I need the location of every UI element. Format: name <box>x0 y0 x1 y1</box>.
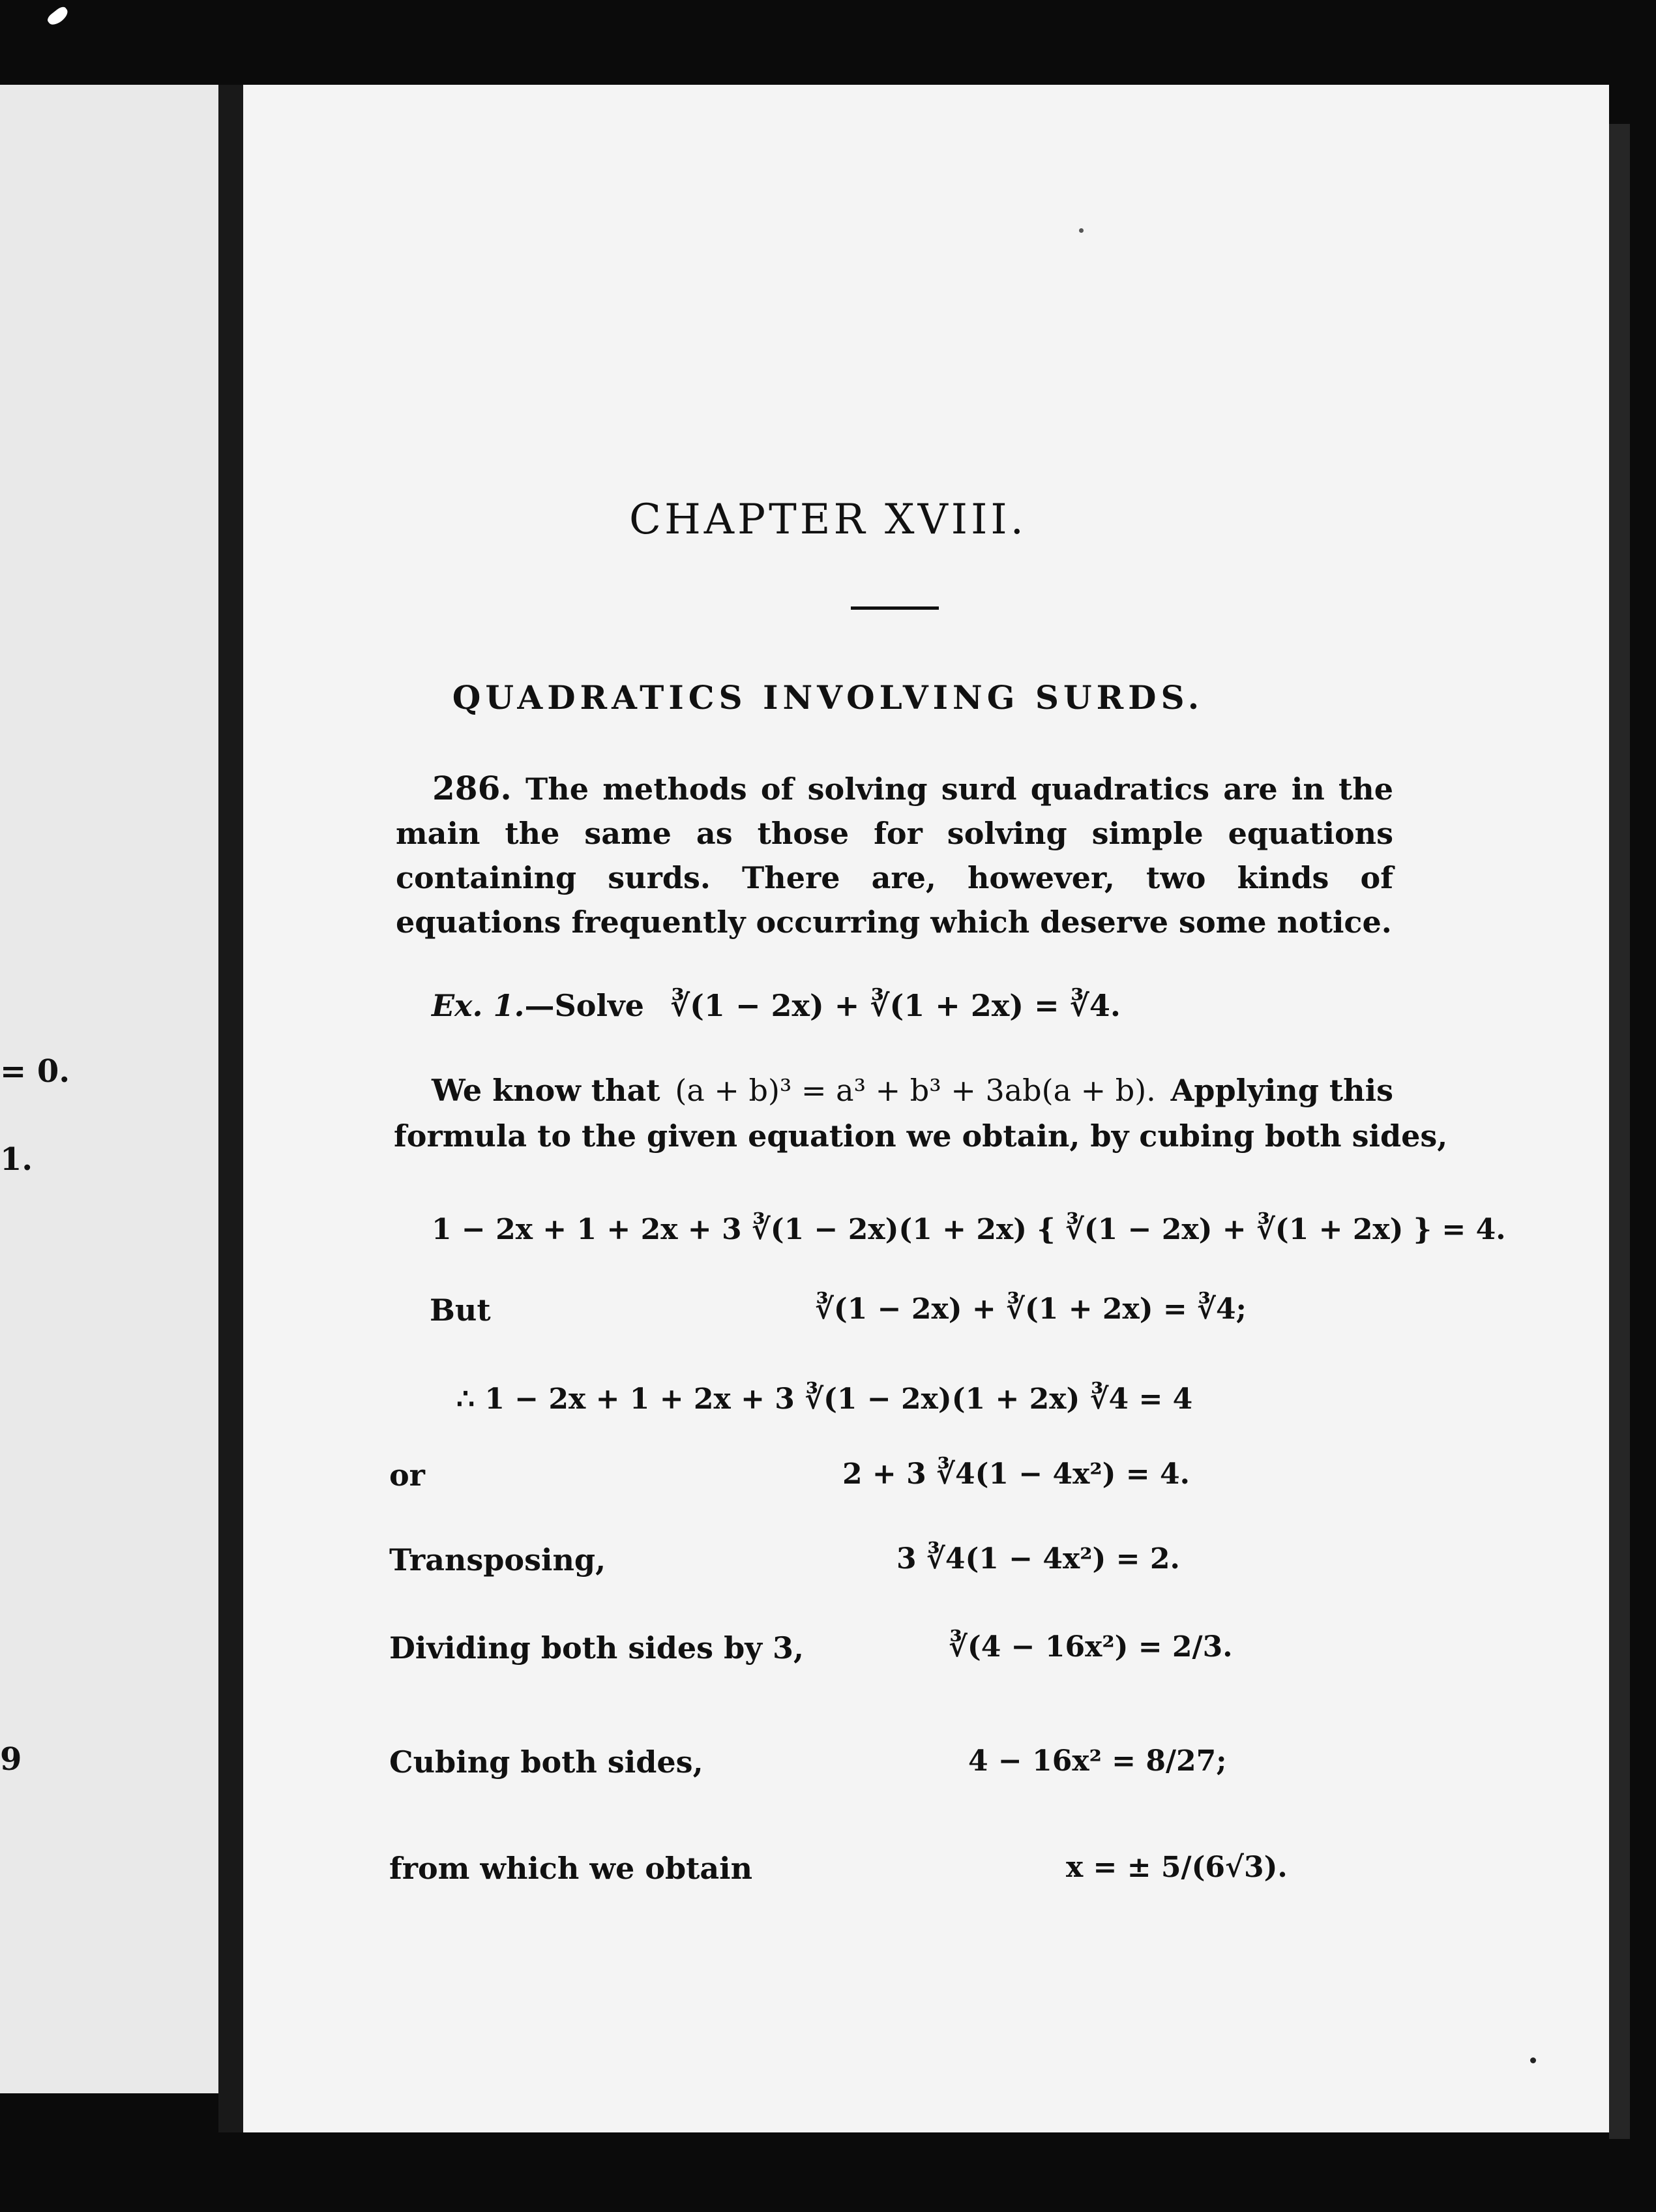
scan-mark <box>46 5 70 27</box>
identity-line-2: formula to the given equation we obtain, by cubing both sides, <box>394 1118 1448 1154</box>
right-page <box>243 85 1609 2132</box>
example-equation: ∛(1 − 2x) + ∛(1 + 2x) = ∛4. <box>670 988 1121 1023</box>
step-label: Dividing both sides by 3, <box>389 1630 805 1666</box>
step-equation: x = ± 5/(6√3). <box>1066 1851 1288 1884</box>
article-number: 286. <box>432 769 512 807</box>
step-equation: 4 − 16x² = 8/27; <box>968 1744 1227 1778</box>
step-label: Transposing, <box>389 1542 606 1577</box>
page-edge <box>1609 124 1630 2139</box>
step-label: from which we obtain <box>389 1851 753 1886</box>
example-label: Ex. 1. <box>432 988 525 1023</box>
step-label: But <box>430 1293 491 1328</box>
chapter-title: QUADRATICS INVOLVING SURDS. <box>452 678 1204 717</box>
page-gutter <box>218 85 243 2132</box>
step-equation: ∛(1 − 2x) + ∛(1 + 2x) = ∛4; <box>815 1293 1247 1326</box>
left-page-fragment: 9 <box>0 1741 22 1778</box>
left-page <box>0 85 218 2093</box>
identity-lead: We know that <box>432 1073 660 1108</box>
speck <box>1530 2057 1536 2063</box>
title-rule <box>851 606 939 610</box>
step-equation: ∴ 1 − 2x + 1 + 2x + 3 ∛(1 − 2x)(1 + 2x) ∛4 = 4 <box>456 1382 1193 1416</box>
identity-tail: Applying this <box>1170 1073 1393 1108</box>
step-equation: 1 − 2x + 1 + 2x + 3 ∛(1 − 2x)(1 + 2x) { ∛(1 − 2x) + ∛(1 + 2x) } = 4. <box>432 1213 1506 1246</box>
speck <box>1079 228 1084 233</box>
example-line <box>432 988 1121 1023</box>
article-paragraph <box>396 766 1393 944</box>
left-page-fragment: 1. <box>0 1141 33 1178</box>
step-label: Cubing both sides, <box>389 1744 703 1780</box>
article-text: The methods of solving surd quadratics are in the main the same as those for solving simple equations containing surds. There are, however, two kinds of equations frequently occurring which deserve some notice. <box>396 771 1393 940</box>
chapter-number: CHAPTER XVIII. <box>629 496 1027 544</box>
step-equation: 3 ∛4(1 − 4x²) = 2. <box>896 1542 1180 1576</box>
identity-formula: (a + b)³ = a³ + b³ + 3ab(a + b). <box>675 1073 1156 1108</box>
left-page-fragment: = 0. <box>0 1053 70 1090</box>
step-equation: 2 + 3 ∛4(1 − 4x²) = 4. <box>842 1457 1190 1491</box>
example-solve: —Solve <box>524 988 644 1023</box>
identity-line <box>432 1073 1393 1108</box>
step-equation: ∛(4 − 16x²) = 2/3. <box>949 1630 1233 1664</box>
step-label: or <box>389 1457 425 1493</box>
